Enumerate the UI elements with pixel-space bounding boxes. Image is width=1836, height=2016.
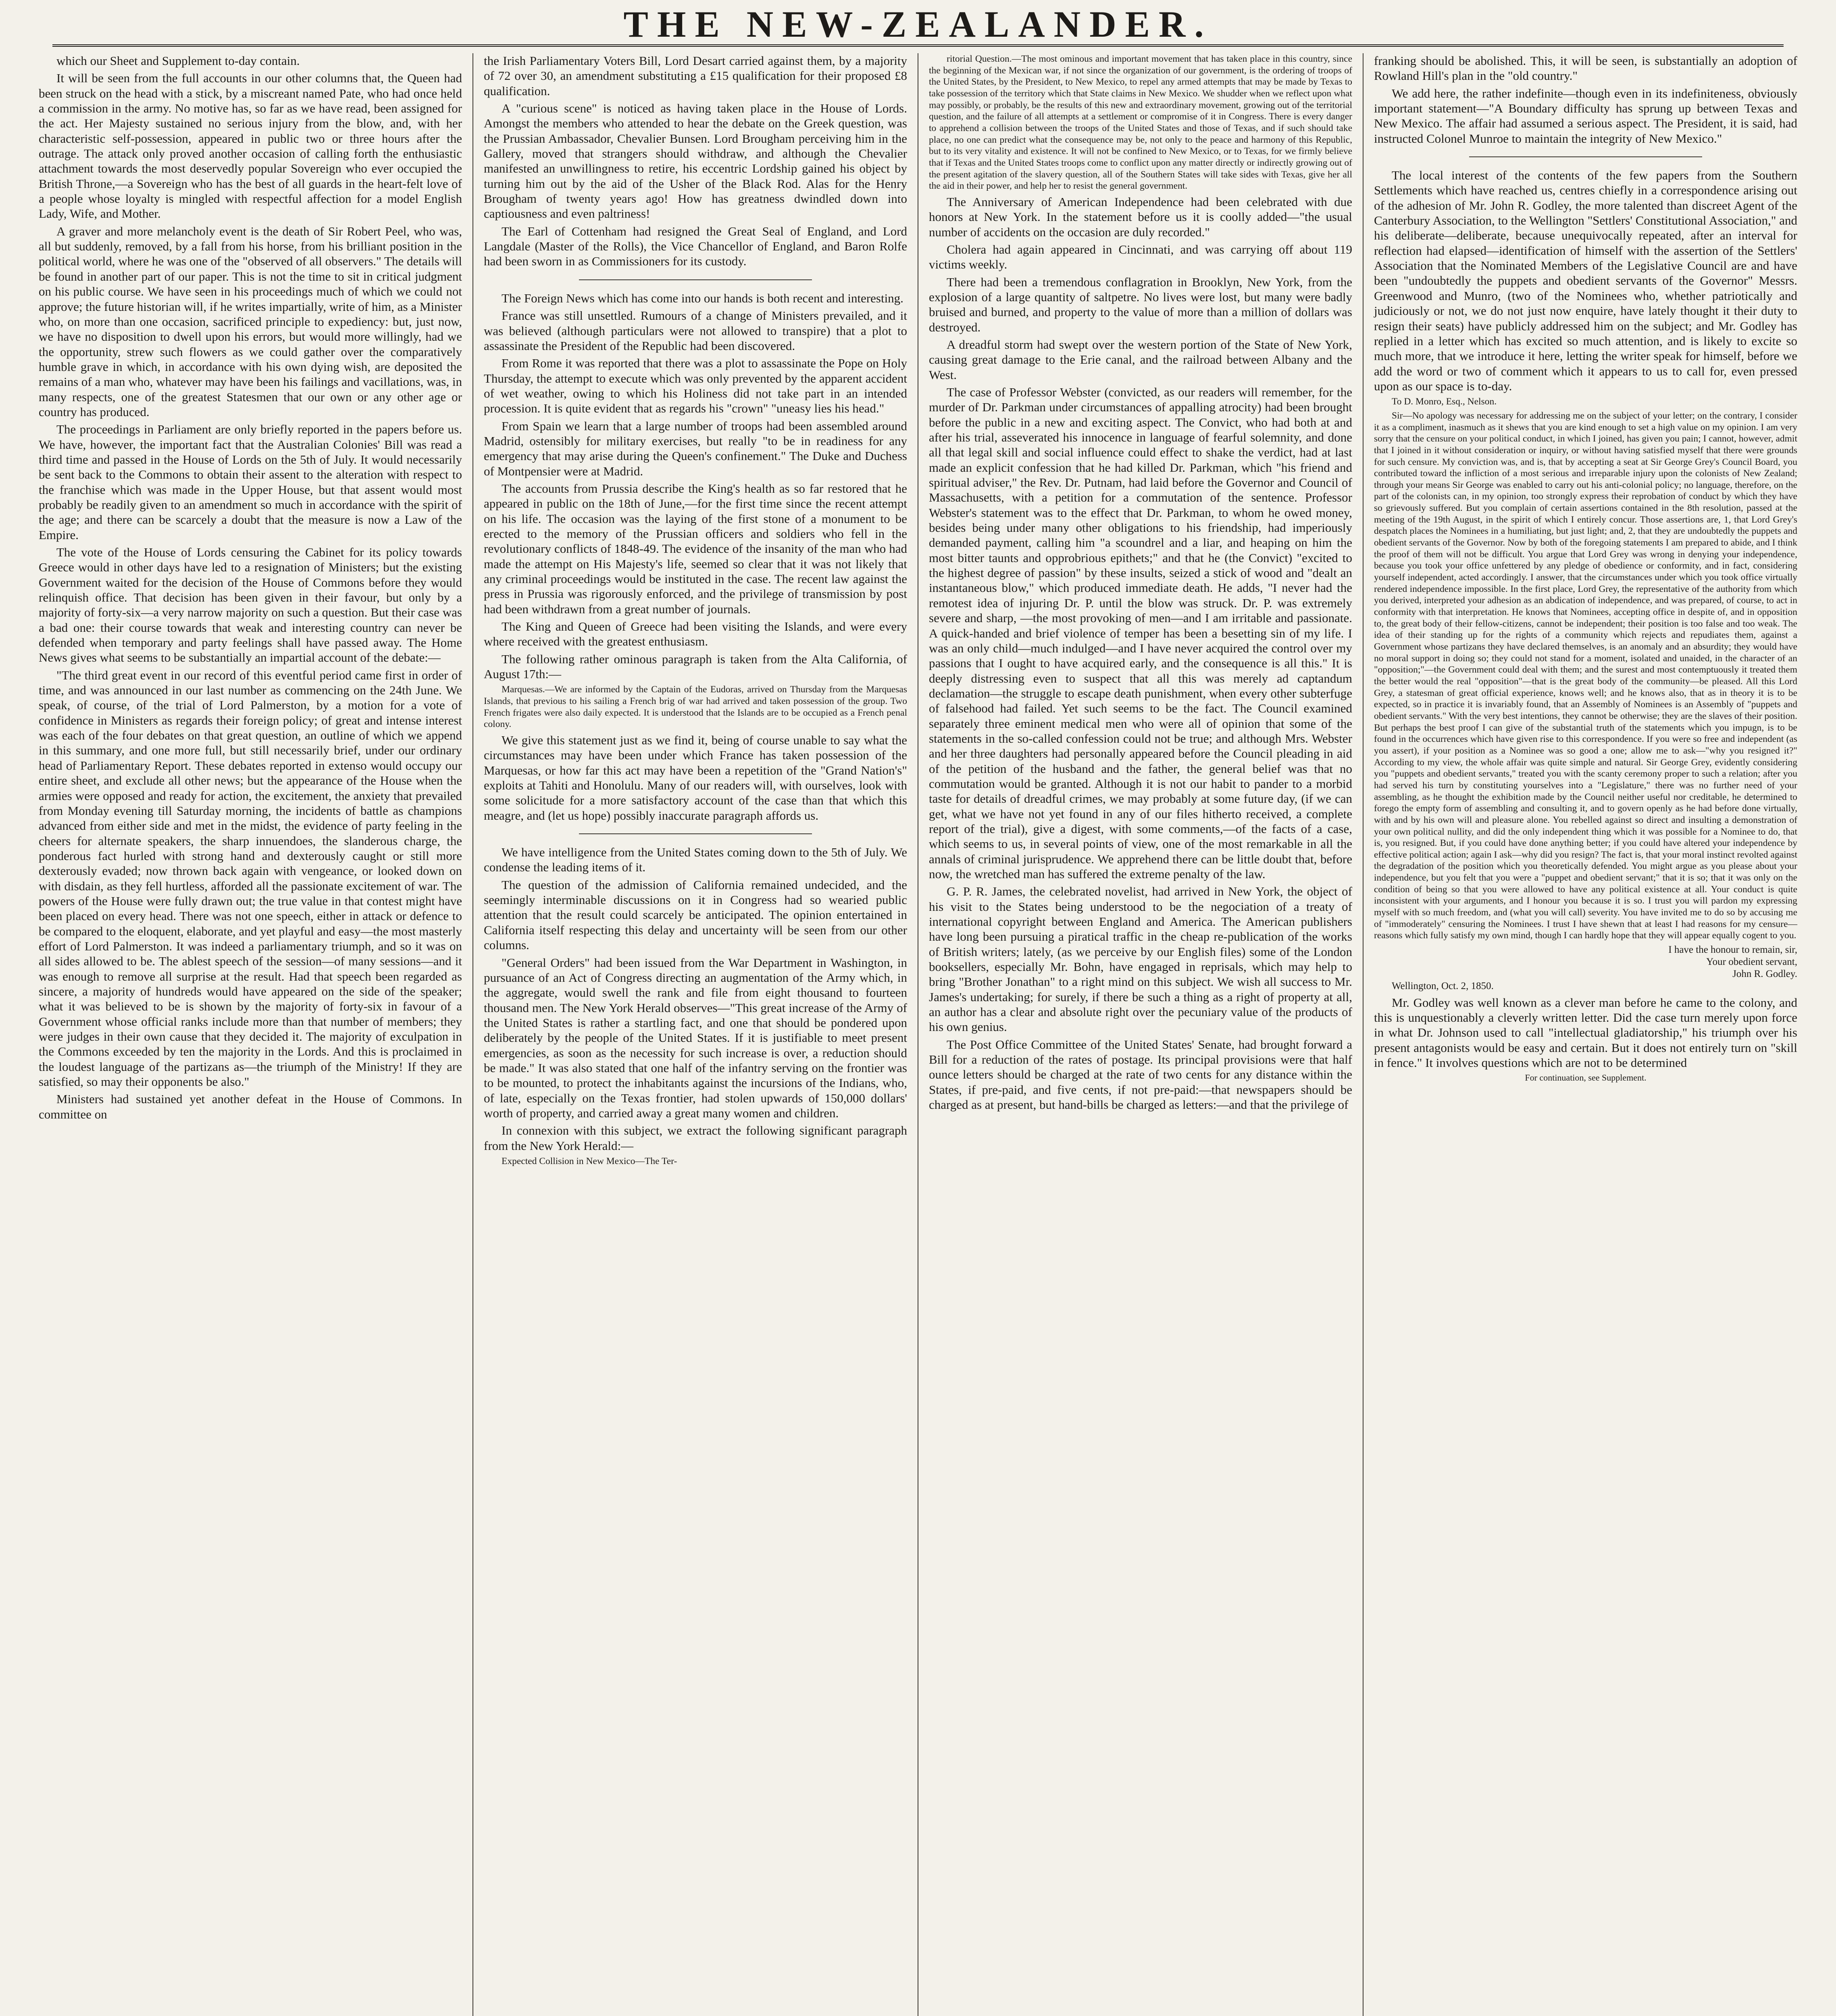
article-paragraph: The case of Professor Webster (convicted, as our readers will remember, for the murder of Dr. Parkman under circumstances of appalling atrocity) had been brought before the public in a new and exciting aspect. The Convict, who had both at and after his trial, asseverated his innocence in language of fearful solemnity, and done all that legal skill and social influence could effect to shake the verdict, had at last made an explicit confession that he had killed Dr. Parkman, which "his friend and spiritual adviser," the Rev. Dr. Putnam, had laid before the Governor and Council of Massachusetts, with a petition for a commutation of the sentence. Professor Webster's statement was to the effect that Dr. Parkman, to whom he owed money, besides being under many other obligations to his friendship, had imperiously demanded payment, calling him "a scoundrel and a liar, and heaping on him the most bitter taunts and opprobrious epithets;" and that he (the Convict) "excited to the highest degree of passion" by these insults, seized a stick of wood and "dealt an instantaneous blow," which produced immediate death. He adds, "I never had the remotest idea of injuring Dr. P. until the blow was struck. Dr. P. was extremely severe and sharp, —the most provoking of men—and I am irritable and passionate. A quick-handed and brief violence of temper has been a besetting sin of my life. I was an only child—much indulged—and I have never acquired the control over my passions that I ought to have acquired early, and the consequence is all this." It is deeply distressing even to suspect that all this was merely ad captandum declamation—the struggle to escape death punishment, when every other subterfuge of falsehood had failed. Yet such seems to be the fact. The Council examined separately three eminent medical men who were all of opinion that some of the statements in the so-called confession could not be true; and although Mrs. Webster and her three daughters had personally appeared before the Council pleading in aid of the petition of the husband and the father, the general belief was that no commutation would be granted. Although it is not our habit to pander to a morbid taste for details of dreadful crimes, we may probably at some future day, (if we can get, what we have not yet found in any of our files hitherto received, a complete report of the trial), give a digest, with some comments,—of the facts of a case, which seems to us, in several points of view, one of the most remarkable in all the annals of criminal jurisprudence. We apprehend there can be little doubt that, before now, the wretched man has suffered the extreme penalty of the law. (929, 385, 1352, 881)
letter-signature: Your obedient servant, (1706, 956, 1797, 968)
quoted-extract: Sir—No apology was necessary for addressing me on the subject of your letter; on the contrary, I consider it as a compliment, inasmuch as it shews that you are kind enough to set a high value on my opinion. I am very sorry that the censure on your political conduct, in which I joined, has given you pain; I cannot, however, admit that I joined in it without consideration or inquiry, or without having satisfied myself that there were grounds for such censure. My conviction was, and is, that by accepting a seat at Sir George Grey's Council Board, you contributed toward the infliction of a most serious and irreparable injury upon the colonists of New Zealand; through your means Sir George was enabled to carry out his anti-colonial policy; no language, therefore, on the part of the colonists can, in my opinion, too strongly express their reprobation of conduct by which they have so grievously suffered. But you complain of certain assertions contained in the 8th resolution, passed at the meeting of the 19th August, in the spirit of which I entirely concur. Those assertions are, 1, that Lord Grey's despatch places the Nominees in a humiliating, but just light; and, 2, that they are undoubtedly the puppets and obedient servants of the Governor. Now by both of the foregoing statements I am prepared to abide, and I think the proof of them will not be difficult. You argue that Lord Grey was wrong in denying your independence, because you took your office unfettered by any pledge of obedience or conformity, and in fact, considering yourself independent, acted accordingly. I answer, that the circumstances under which you took office virtually rendered independence impossible. In the first place, Lord Grey, the representative of the authority from which you derived, interpreted your adhesion as an abdication of independence, and was prepared, of course, to act in conformity with that interpretation. He knows that Nominees, accepting office in despite of, and in opposition to, the great body of their fellow-citizens, cannot be independent; their position is too false and too weak. The idea of their standing up for the rights of a community which rejects and repudiates them, against a Government whose partizans they have declared themselves, is an anomaly and an absurdity; they would have no moral support in doing so; they could not stand for a moment, isolated and unaided, in the character of an "opposition;"—the Government could deal with them; and the surest and most contemptuously it treated them the better would the real "opposition"—that is the great body of the community—be pleased. All this Lord Grey, a statesman of great official experience, knows well; and he knows also, that as in theory it is to be expected, so in practice it is invariably found, that an Assembly of Nominees is an Assembly of "puppets and obedient servants." With the very best intentions, they cannot be otherwise; they are the slaves of their position. But perhaps the best proof I can give of the substantial truth of the statements which you impugn, is to be found in the occurrences which have given rise to this correspondence. If you were so free and independent (as you assert), if your position as a Nominee was so good a one; allow me to ask—"why you resigned it?" According to my view, the whole affair was quite simple and natural. Sir George Grey, evidently considering you "puppets and obedient servants," treated you with the scanty ceremony proper to such a relation; after you had served his turn by constituting yourselves into a "Legislature," there was no further need of your assembling, as he thought the exhibition made by the Council neither useful nor creditable, he determined to forego the empty form of assembling and consulting it, and to govern openly as he had before done virtually, with and by his own will and pleasure alone. You rebelled against so direct and insulting a demonstration of your own political nullity, and did the only independent thing which it was possible for a Nominee to do, that is, you resigned. But, if you could have done anything better; if you could have altered your independence by effective political action; again I ask—why did you resign? The fact is, that your moral instinct revolted against the degradation of the position which you theoretically defended. You might argue as you please about your independence, but you felt that you were a "puppet and obedient servant;" that it is so; that it was only on the condition of being so that you were allowed to have any political existence at all. Your conduct is quite inconsistent with your arguments, and I honour you because it is so. I trust you will pardon my expressing myself with so much freedom, and (what you will call) severity. You have invited me to do so by accusing me of "immoderately" censuring the Nominees. I trust I have shewn that at least I had reasons for my censure—reasons which fully satisfy my own mind, though I can hardly hope that they will appear equally cogent to you. (1374, 410, 1797, 941)
continuation-note: For continuation, see Supplement. (1525, 1073, 1647, 1083)
article-paragraph: The proceedings in Parliament are only briefly reported in the papers before us. We have, however, the important fact that the Australian Colonies' Bill was read a third time and passed in the House of Lords on the 5th of July. It would necessarily be sent back to the Commons to obtain their assent to the alteration with respect to the franchise which was made in the Upper House, but that assent would most probably be readily given to an amendment so much in accordance with the spirit of the age; and there can be scarcely a doubt that the measure is now a Law of the Empire. (39, 422, 462, 542)
article-paragraph: The accounts from Prussia describe the King's health as so far restored that he appeared in public on the 18th of June,—for the first time since the recent attempt on his life. The occasion was the laying of the first stone of a monument to be erected to the memory of the Prussian officers and soldiers who fell in the revolutionary conflicts of 1848-49. The evidence of the insanity of the man who had made the attempt on His Majesty's life, seemed so clear that it was not likely that any criminal proceedings would be instituted in the case. The recent law against the press in Prussia was rigorously enforced, and the privilege of transmission by post had been withdrawn from a great number of journals. (484, 481, 907, 616)
quoted-extract: Marquesas.—We are informed by the Captain of the Eudoras, arrived on Thursday from the Marquesas Islands, that previous to his sailing a French brig of war had arrived and taken possession of the group. Two French frigates were also daily expected. It is understood that the Islands are to be occupied as a French penal colony. (484, 684, 907, 730)
article-paragraph: The Post Office Committee of the United States' Senate, had brought forward a Bill for a reduction of the rates of postage. Its principal provisions were that half ounce letters should be charged at the rate of two cents for any distance within the States, if pre-paid, and five cents, if not pre-paid:—that newspapers should be charged as at present, but hand-bills be charged as letters:—and that the privilege of (929, 1037, 1352, 1112)
article-paragraph: the Irish Parliamentary Voters Bill, Lord Desart carried against them, by a majority of 72 over 30, an amendment substituting a £15 qualification for their proposed £8 qualification. (484, 54, 907, 98)
section-divider (1469, 156, 1702, 157)
article-paragraph: The Foreign News which has come into our hands is both recent and interesting. (502, 291, 903, 305)
article-paragraph: The following rather ominous paragraph is taken from the Alta California, of August 17th:— (484, 652, 907, 681)
article-paragraph: We give this statement just as we find it, being of course unable to say what the circumstances may have been under which France has taken possession of the Marquesas, or how far this act may have been a repetition of the "Grand Nation's" exploits at Tahiti and Honolulu. Many of our readers will, with ourselves, look with some solicitude for a more satisfactory account of the case than that which this meagre, and (let us hope) possibly inaccurate paragraph affords us. (484, 733, 907, 823)
article-paragraph: Cholera had again appeared in Cincinnati, and was carrying off about 119 victims weekly. (929, 242, 1352, 272)
columns (28, 53, 1808, 2016)
article-paragraph: We add here, the rather indefinite—though even in its indefiniteness, obviously important statement—"A Boundary difficulty has sprung up between Texas and New Mexico. The affair had assumed a serious aspect. The President, it is said, had instructed Colonel Munroe to maintain the integrity of New Mexico." (1374, 86, 1797, 146)
article-paragraph: G. P. R. James, the celebrated novelist, had arrived in New York, the object of his visit to the States being understood to be the negociation of a treaty of international copyright between England and America. The American publishers have long been pursuing a piratical traffic in the cheap re-publication of the works of British writers; lately, (as we perceive by our English files) some of the London booksellers, especially Mr. Bohn, have engaged in reprisals, which may help to bring "Brother Jonathan" to a right mind on this subject. We wish all success to Mr. James's undertaking; for surely, if there be such a thing as a right of property at all, an author has a clear and absolute right over the pecuniary value of the products of his own genius. (929, 884, 1352, 1034)
article-paragraph: In connexion with this subject, we extract the following significant paragraph from the New York Herald:— (484, 1123, 907, 1153)
article-paragraph: A graver and more melancholy event is the death of Sir Robert Peel, who was, all but suddenly, removed, by a fall from his horse, from his brilliant position in the political world, where he was one of the "observed of all observers." The details will be found in another part of our paper. This is not the time to sit in critical judgment on his public course. We have seen in his proceedings much of which we could not approve; the future historian will, if he writes impartially, write of him, as a Minister who, on more than one occasion, sacrificed principle to expediency: but, just now, we have no disposition to dwell upon his errors, but would more willingly, had we the opportunity, strew such flowers as we could gather over the comparatively humble grave in which, in accordance with his own dying wish, are deposited the remains of a man who, whatever may have been his failings and vacillations, was, in many respects, one of the greatest Statesmen that our own or any other age or country has produced. (39, 224, 462, 419)
quoted-extract: Expected Collision in New Mexico—The Ter- (502, 1156, 677, 1166)
article-paragraph: Ministers had sustained yet another defeat in the House of Commons. In committee on (39, 1092, 462, 1121)
article-paragraph: Mr. Godley was well known as a clever man before he came to the colony, and this is unquestionably a cleverly written letter. Did the case turn merely upon force in what Dr. Johnson used to call "intellectual gladiatorship," his triumph over his present antagonists would be easy and certain. But it does not entirely turn on "skill in fence." It involves questions which are not to be determined (1374, 995, 1797, 1070)
article-paragraph: "General Orders" had been issued from the War Department in Washington, in pursuance of an Act of Congress directing an augmentation of the Army which, in the aggregate, would swell the rank and file from eight thousand to fourteen thousand men. The New York Herald observes—"This great increase of the Army of the United States is rather a startling fact, and one that should be pondered upon deliberately by the people of the United States. If it is justifiable to meet present emergencies, as soon as the necessity for such increase is over, a reduction should be made." It was also stated that one half of the infantry serving on the frontier was to be mounted, to protect the inhabitants against the incursions of the Indians, who, of late, especially on the Texas frontier, had stolen upwards of 150,000 dollars' worth of property, and carried away a great many women and children. (484, 955, 907, 1120)
article-paragraph: From Rome it was reported that there was a plot to assassinate the Pope on Holy Thursday, the attempt to execute which was only prevented by the apparent accident of wet weather, owing to which his Holiness did not take part in an intended procession. It is quite evident that as regards his "crown" "uneasy lies his head." (484, 356, 907, 416)
column-3 (918, 53, 1363, 2016)
article-paragraph: The question of the admission of California remained undecided, and the seemingly interminable discussions on it in Congress had so wearied public attention that the result could scarcely be anticipated. The opinion entertained in California itself respecting this delay and uncertainty will be seen from our other columns. (484, 877, 907, 952)
article-paragraph: A dreadful storm had swept over the western portion of the State of New York, causing great damage to the Erie canal, and the railroad between Albany and the West. (929, 337, 1352, 382)
article-paragraph: The vote of the House of Lords censuring the Cabinet for its policy towards Greece would in other days have led to a resignation of Ministers; but the existing Government waited for the decision of the House of Commons before they would relinquish office. That decision has been given in their favour, but only by a majority of forty-six—a very narrow majority on such a question. But their case was a bad one: their course towards that weak and interesting country can never be defended when temporary and party feelings shall have passed away. The Home News gives what seems to be substantially an impartial account of the debate:— (39, 545, 462, 665)
article-paragraph: France was still unsettled. Rumours of a change of Ministers prevailed, and it was believed (although particulars were not allowed to transpire) that a plot to assassinate the President of the Republic had been discovered. (484, 308, 907, 353)
article-paragraph: "The third great event in our record of this eventful period came first in order of time, and was announced in our last number as commencing on the 24th June. We speak, of course, of the trial of Lord Palmerston, by a motion for a vote of confidence in Ministers as regards their foreign policy; of great and intense interest was each of the four debates on that great question, an outline of which we append in this summary, and one more full, but still necessarily brief, under our ordinary head of Parliamentary Report. These debates reported in extenso would occupy our entire sheet, and exclude all other news; but the appearance of the House when the armies were opposed and ready for action, the excitement, the anxiety that prevailed from Monday evening till Saturday morning, the incidents of battle as champions advanced from either side and met in the midst, the evidence of party feeling in the cheers for alternate speakers, the sharp innuendoes, the slanderous charge, the ponderous fact hurled with strong hand and dexterously caught or still more dexterously evaded; now thrown back again with vengeance, or looked down on with disdain, as they fell hurtless, afforded all the passionate excitement of war. The powers of the House were fully drawn out; the true value in that contest might have been placed on every head. There was not one speech, either in attack or defence to be compared to the eloquent, elaborate, and yet playful and easy—the most masterly effort of Lord Palmerston. It was indeed a parliamentary triumph, and so it was on all sides allowed to be. The ablest speech of the session—of many sessions—and it was enough to remove all surprise at the result. Had that speech been regarded as sincere, a majority of hundreds would have appeared on the side of the speaker; what it was believed to be is shown by the majority of forty-six in favour of a Government whose official ranks include more than that number of members; they were judges in their own cause that they decided it. The majority of exculpation in the Commons exceeded by ten the majority in the Lords. And this is proclaimed in the loudest language of the partizans as—the triumph of the Ministry! If they are satisfied, so may their opponents be also." (39, 668, 462, 1089)
section-divider (579, 833, 812, 834)
column-1 (28, 53, 473, 2016)
section-divider (579, 279, 812, 280)
article-paragraph: franking should be abolished. This, it will be seen, is substantially an adoption of Rowland Hill's plan in the "old country." (1374, 54, 1797, 83)
article-paragraph: The Earl of Cottenham had resigned the Great Seal of England, and Lord Langdale (Master of the Rolls), the Vice Chancellor of England, and Baron Rolfe had been sworn in as Commissioners for its custody. (484, 224, 907, 269)
article-paragraph: The King and Queen of Greece had been visiting the Islands, and were every where received with the greatest enthusiasm. (484, 619, 907, 649)
letter-signature: I have the honour to remain, sir, (1668, 944, 1797, 956)
column-4 (1363, 53, 1808, 2016)
letter-signature: John R. Godley. (1732, 968, 1797, 980)
masthead (52, 0, 1784, 47)
quoted-extract: To D. Monro, Esq., Nelson. (1392, 396, 1497, 407)
newspaper-title: THE NEW-ZEALANDER. (623, 4, 1213, 45)
article-paragraph: We have intelligence from the United States coming down to the 5th of July. We condense the leading items of it. (484, 845, 907, 875)
article-paragraph: which our Sheet and Supplement to-day contain. (56, 54, 300, 68)
article-paragraph: The local interest of the contents of the few papers from the Southern Settlements which have reached us, centres chiefly in a correspondence arising out of the adhesion of Mr. John R. Godley, the more talented than discreet Agent of the Canterbury Association, to the Wellington "Settlers' Constitutional Association," and his deliberate—deliberate, because unequivocally repeated, after an interval for reflection had elapsed—identification of himself with the assertion of the Settlers' Association that the Nominated Members of the Legislative Council are and have been "undoubtedly the puppets and obedient servants of the Governor" Messrs. Greenwood and Munro, (two of the Nominees who, whether patriotically and judiciously or not, we do not just now enquire, have lately thought it their duty to resign their seats) have publicly addressed him on the subject; and Mr. Godley has replied in a letter which has excited so much attention, and is likely to excite so much more, that we introduce it here, letting the writer speak for himself, before we add the word or two of comment which it appears to us to call for, even pressed upon as our space is to-day. (1374, 168, 1797, 393)
article-paragraph: It will be seen from the full accounts in our other columns that, the Queen had been struck on the head with a stick, by a miscreant named Pate, who had once held a commission in the army. No motive has, so far as we have read, been assigned for the act. Her Majesty sustained no serious injury from the blow, and, with her characteristic self-possession, appeared in public two or three hours after the outrage. The attack only proved another occasion of calling forth the enthusiastic attachment towards the most deservedly popular Sovereign who ever occupied the British Throne,—a Sovereign who has the best of all guards in the heart-felt love of a people whose loyalty is mingled with respectful affection for a model English Lady, Wife, and Mother. (39, 71, 462, 221)
article-paragraph: There had been a tremendous conflagration in Brooklyn, New York, from the explosion of a large quantity of saltpetre. No lives were lost, but many were badly bruised and burned, and property to the value of more than a million of dollars was destroyed. (929, 275, 1352, 334)
article-paragraph: A "curious scene" is noticed as having taken place in the House of Lords. Amongst the members who attended to hear the debate on the Greek question, was the Prussian Ambassador, Chevalier Bunsen. Lord Brougham perceiving him in the Gallery, moved that strangers should withdraw, and although the Chevalier manifested an unwillingness to retire, his eccentric Lordship gained his object by turning him out by the aid of the Usher of the Black Rod. Alas for the Henry Brougham of twenty years ago! How has greatness dwindled down into captiousness and even paltriness! (484, 101, 907, 221)
article-paragraph: The Anniversary of American Independence had been celebrated with due honors at New York. In the statement before us it is coolly added—"the usual number of accidents on the occasion are duly recorded." (929, 194, 1352, 239)
column-2 (473, 53, 918, 2016)
quoted-extract: ritorial Question.—The most ominous and important movement that has taken place in this country, since the beginning of the Mexican war, if not since the organization of our government, is the ordering of troops of the United States, by the President, to New Mexico, to repel any armed attempts that may be made by Texas to take possession of the territory which that State claims in New Mexico. We shudder when we reflect upon what may possibly, or probably, be the results of this new and extraordinary movement, growing out of the territorial question, and the failure of all attempts at a settlement or compromise of it in Congress. There is every danger to apprehend a collision between the troops of the United States and those of Texas, and if such should take place, no one can predict what the consequence may be, not only to the peace and harmony of this Republic, but to its very vitality and existence. It will not be confined to New Mexico, or to Texas, for we firmly believe that if Texas and the United States troops come to conflict upon any matter directly or indirectly growing out of the present agitation of the slavery question, all of the Southern States will take sides with Texas, give her all the aid in their power, and help her to resist the general government. (929, 54, 1352, 192)
letter-dateline: Wellington, Oct. 2, 1850. (1392, 981, 1494, 992)
article-paragraph: From Spain we learn that a large number of troops had been assembled around Madrid, ostensibly for military exercises, but really "to be in readiness for any emergency that may arise during the Queen's confinement." The Duke and Duchess of Montpensier were at Madrid. (484, 419, 907, 478)
